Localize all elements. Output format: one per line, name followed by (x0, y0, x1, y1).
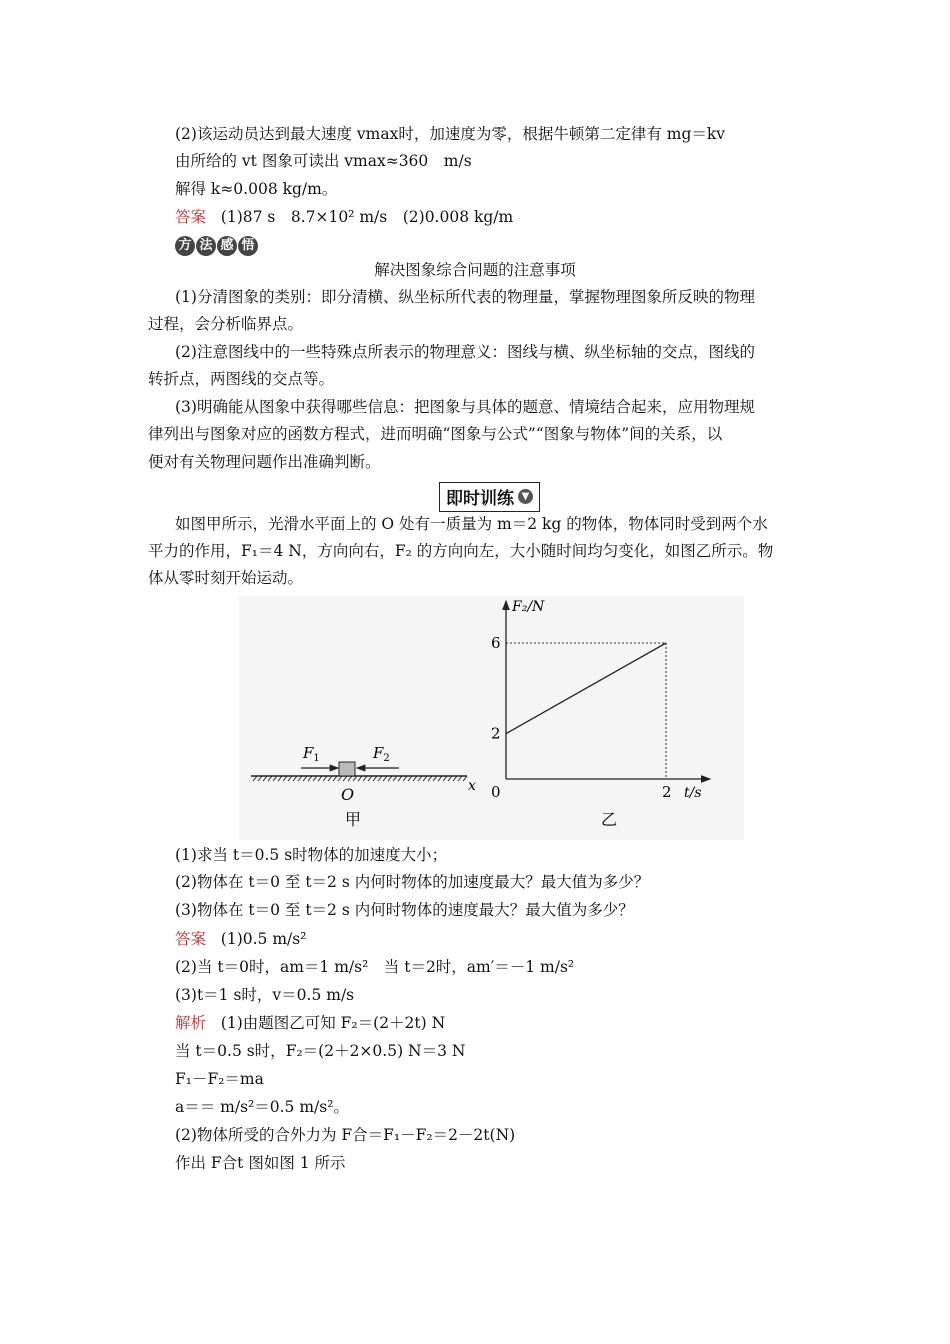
text-line: (2)物体所受的合外力为 F合＝F₁－F₂＝2－2t(N) (175, 1126, 516, 1144)
text-line: 平力的作用，F₁＝4 N，方向向右，F₂ 的方向向左，大小随时间均匀变化，如图乙所示。物 (148, 542, 774, 560)
answer-label: 答案 (175, 208, 207, 226)
text-line: a＝＝ m/s²＝0.5 m/s²。 (175, 1098, 349, 1116)
answer-line (175, 929, 306, 949)
text-line: 过程，会分析临界点。 (148, 315, 304, 333)
text-line: 当 t＝0.5 s时，F₂＝(2＋2×0.5) N＝3 N (175, 1042, 466, 1060)
f1-label: $F_1$ (303, 744, 320, 764)
text-line: (2)物体在 t＝0 至 t＝2 s 内何时物体的加速度最大？最大值为多少？ (175, 873, 650, 891)
text-line: 作出 F合t 图如图 1 所示 (175, 1154, 346, 1172)
tick-label: 0 (491, 783, 501, 801)
badge-char: 方 (175, 236, 195, 256)
y-axis-title: F₂/N (512, 599, 545, 615)
analysis-text: (1)由题图乙可知 F₂＝(2＋2t) N (220, 1014, 446, 1032)
f2-label: $F_2$ (373, 744, 390, 764)
text-line: F₁－F₂＝ma (175, 1070, 264, 1088)
origin-label: O (341, 785, 355, 804)
answer-line (175, 207, 513, 227)
method-badge (175, 236, 258, 256)
chart-f2-t (491, 599, 710, 829)
text-line: 体从零时刻开始运动。 (148, 569, 304, 587)
tick-label: 2 (491, 724, 501, 743)
x-axis-label: x (468, 778, 476, 794)
text-line: 解得 k≈0.008 kg/m。 (175, 180, 338, 198)
x-axis-title: t/s (684, 785, 702, 801)
answer-text: (1)87 s 8.7×10² m/s (2)0.008 kg/m (220, 208, 514, 226)
text-line: 如图甲所示，光滑水平面上的 O 处有一质量为 m＝2 kg 的物体，物体同时受到两个水 (175, 515, 768, 533)
left-caption: 甲 (345, 810, 362, 829)
training-label: 即时训练 (446, 489, 514, 509)
text-line: (2)注意图线中的一些特殊点所表示的物理意义：图线与横、纵坐标轴的交点，图线的 (175, 343, 755, 361)
analysis-label: 解析 (175, 1014, 207, 1032)
analysis-line (175, 1013, 445, 1033)
text-line: (2)该运动员达到最大速度 vmax时，加速度为零，根据牛顿第二定律有 mg＝kv (175, 125, 726, 143)
figure (239, 596, 744, 840)
series-line (506, 643, 666, 734)
answer-text: (1)0.5 m/s² (220, 930, 307, 948)
badge-char: 感 (217, 236, 237, 256)
text-line: 由所给的 vt 图象可读出 vmax≈360 m/s (175, 152, 472, 170)
text-line: 便对有关物理问题作出准确判断。 (148, 453, 381, 471)
tick-label: 2 (662, 783, 672, 801)
block (339, 762, 355, 776)
text-line: (3)明确能从图象中获得哪些信息：把图象与具体的题意、情境结合起来，应用物理规 (175, 398, 755, 416)
text-line: (3)物体在 t＝0 至 t＝2 s 内何时物体的速度最大？最大值为多少？ (175, 901, 634, 919)
text-line: (3)t＝1 s时，v＝0.5 m/s (175, 986, 355, 1004)
badge-char: 法 (196, 236, 216, 256)
diagram-left (251, 744, 476, 829)
text-line: 转折点，两图线的交点等。 (148, 370, 335, 388)
text-line: 律列出与图象对应的函数方程式，进而明确“图象与公式”“图象与物体”间的关系，以 (148, 425, 723, 443)
tick-label: 6 (491, 634, 501, 652)
training-heading (439, 482, 540, 512)
badge-char: 悟 (238, 236, 258, 256)
answer-label: 答案 (175, 930, 207, 948)
triangle-down-icon: ▼ (518, 489, 533, 504)
figure-svg (239, 596, 744, 840)
section-title: 解决图象综合问题的注意事项 (374, 261, 576, 279)
text-line: (1)求当 t＝0.5 s时物体的加速度大小； (175, 846, 448, 864)
text-line: (2)当 t＝0时，am＝1 m/s² 当 t＝2时，am′＝－1 m/s² (175, 958, 575, 976)
right-caption: 乙 (601, 810, 618, 829)
text-line: (1)分清图象的类别：即分清横、纵坐标所代表的物理量，掌握物理图象所反映的物理 (175, 288, 755, 306)
